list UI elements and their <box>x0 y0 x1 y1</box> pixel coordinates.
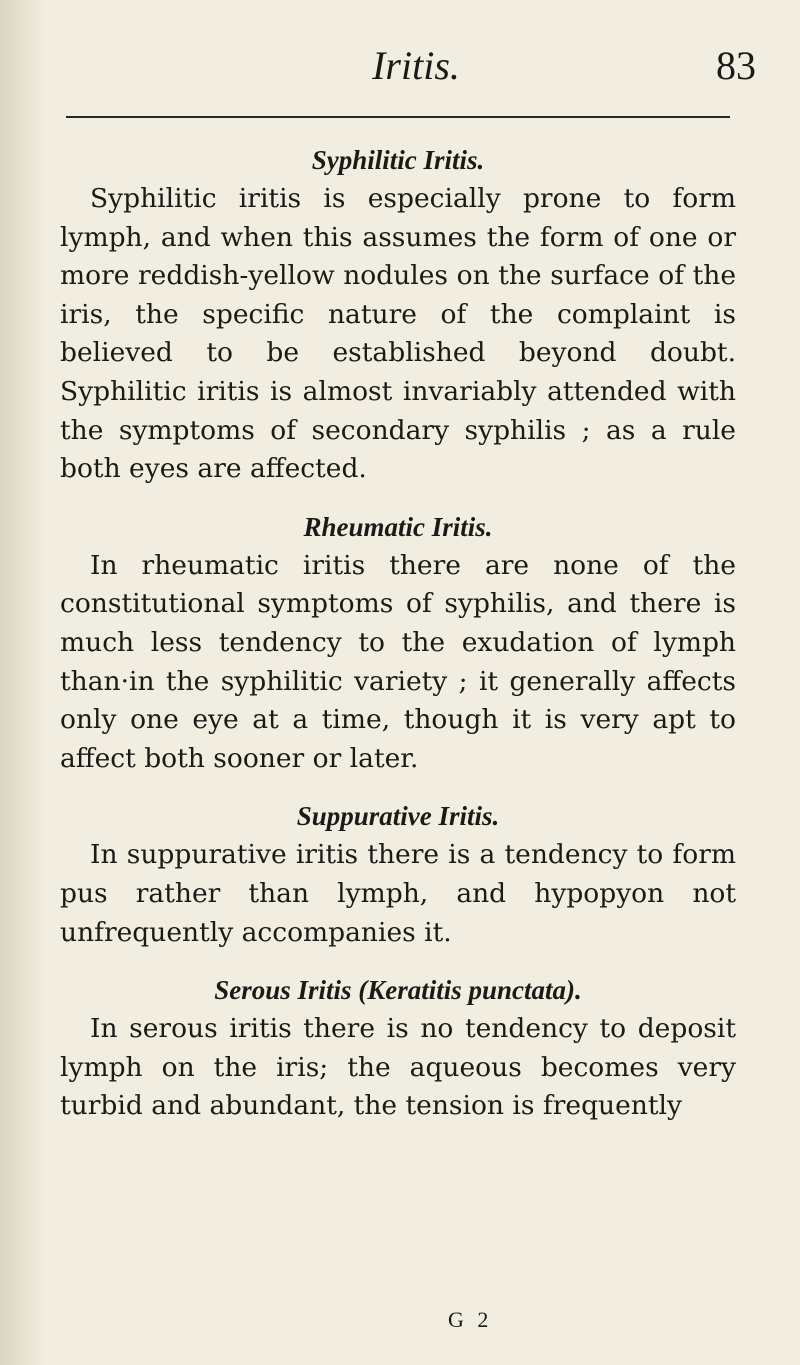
section-heading-suppurative: Suppurative Iritis. <box>296 801 500 832</box>
binding-shadow <box>0 0 46 1365</box>
running-title: Iritis. <box>372 43 460 88</box>
section-heading-syphilitic: Syphilitic Iritis. <box>311 145 485 175</box>
running-head <box>60 42 772 102</box>
section-heading-rheumatic: Rheumatic Iritis. <box>303 511 493 542</box>
section-heading-serous: Serous Iritis (Keratitis punctata). <box>214 975 582 1006</box>
paragraph-rheumatic: In rheumatic iritis there are none of the constitutional symptoms of syphilis, and there is much less tendency to the exudation of lymph than·in the syphilitic variety ; it generally affects only one eye at a time, though it is very apt to affect both sooner or later. <box>60 549 736 774</box>
book-page <box>60 0 772 1365</box>
header-rule <box>66 116 730 118</box>
paragraph-serous: In serous iritis there is no tendency to deposit lymph on the iris; the aqueous becomes very turbid and abundant, the tension is frequently <box>60 1013 736 1122</box>
paragraph-suppurative: In suppurative iritis there is a tendency to form pus rather than lymph, and hypopyon not unfrequently accompanies it. <box>60 839 736 948</box>
paragraph-syphilitic: Syphilitic iritis is especially prone to form lymph, and when this assumes the form of one or more reddish-yellow nodules on the surface of the iris, the specific nature of the complaint is believed to be established beyond doubt. Syphilitic iritis is almost invariably attended with the symptoms of secondary syphilis ; as a rule both eyes are affected. <box>60 183 736 485</box>
body-text <box>60 140 736 1144</box>
page-number: 83 <box>716 43 756 88</box>
signature-mark: G 2 <box>448 1307 493 1332</box>
